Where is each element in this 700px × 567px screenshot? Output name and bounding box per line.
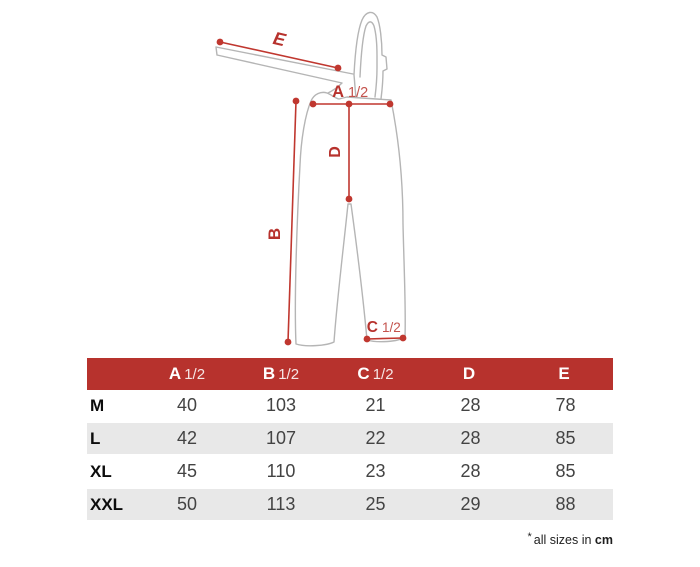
header-letter: A <box>168 364 182 383</box>
measure-label-a-fraction: 1/2 <box>348 85 369 101</box>
size-label: M <box>87 390 140 422</box>
header-size-cell <box>87 358 140 390</box>
size-table <box>87 358 613 522</box>
measure-dot <box>364 336 371 343</box>
table-row-l <box>87 422 613 455</box>
measure-dot <box>400 335 407 342</box>
header-col-a <box>140 358 234 390</box>
header-letter: E <box>558 364 570 383</box>
measure-dot <box>335 65 342 72</box>
measure-label-b: B <box>265 227 284 241</box>
measure-label-a: A <box>332 83 344 101</box>
value-cell: 28 <box>423 455 518 488</box>
header-fraction: 1/2 <box>278 366 300 383</box>
units-footnote <box>527 531 613 547</box>
header-letter: D <box>462 364 476 383</box>
size-label: L <box>87 422 140 455</box>
header-col-b <box>234 358 328 390</box>
footnote-unit: cm <box>594 533 613 547</box>
table-row-m <box>87 390 613 422</box>
header-fraction: 1/2 <box>184 366 206 383</box>
value-cell: 110 <box>234 455 328 488</box>
measure-b <box>265 98 299 346</box>
pants-body-outline <box>295 92 405 345</box>
measure-e <box>217 28 342 71</box>
value-cell: 113 <box>234 488 328 521</box>
measure-d <box>327 104 352 202</box>
header-col-e <box>518 358 613 390</box>
footnote-asterisk: * <box>527 531 532 543</box>
measure-dot <box>217 39 224 46</box>
measure-label-c-fraction: 1/2 <box>382 320 401 335</box>
header-fraction: 1/2 <box>372 366 394 383</box>
value-cell: 85 <box>518 455 613 488</box>
value-cell: 29 <box>423 488 518 521</box>
value-cell: 22 <box>328 422 423 455</box>
value-cell: 78 <box>518 390 613 422</box>
measure-dot <box>285 339 292 346</box>
value-cell: 40 <box>140 390 234 422</box>
value-cell: 103 <box>234 390 328 422</box>
table-row-xl <box>87 455 613 488</box>
value-cell: 107 <box>234 422 328 455</box>
value-cell: 85 <box>518 422 613 455</box>
header-col-d <box>423 358 518 390</box>
header-letter: B <box>262 364 276 383</box>
table-row-xxl <box>87 488 613 521</box>
value-cell: 25 <box>328 488 423 521</box>
value-cell: 28 <box>423 422 518 455</box>
value-cell: 42 <box>140 422 234 455</box>
value-cell: 45 <box>140 455 234 488</box>
measure-dot <box>387 101 394 108</box>
value-cell: 28 <box>423 390 518 422</box>
measure-dot <box>346 196 353 203</box>
header-row <box>87 358 613 390</box>
measure-label-d: D <box>327 146 344 158</box>
value-cell: 88 <box>518 488 613 521</box>
measure-c <box>364 319 407 342</box>
header-letter: C <box>357 364 370 383</box>
measure-dot <box>293 98 300 105</box>
value-cell: 50 <box>140 488 234 521</box>
header-col-c <box>328 358 423 390</box>
size-label: XL <box>87 455 140 488</box>
size-table-header <box>87 358 613 390</box>
measure-label-c: C <box>366 319 378 336</box>
value-cell: 23 <box>328 455 423 488</box>
value-cell: 21 <box>328 390 423 422</box>
footnote-text: all sizes in <box>533 533 592 547</box>
measure-label-e: E <box>271 28 288 51</box>
measure-dot <box>310 101 317 108</box>
size-label: XXL <box>87 488 140 521</box>
